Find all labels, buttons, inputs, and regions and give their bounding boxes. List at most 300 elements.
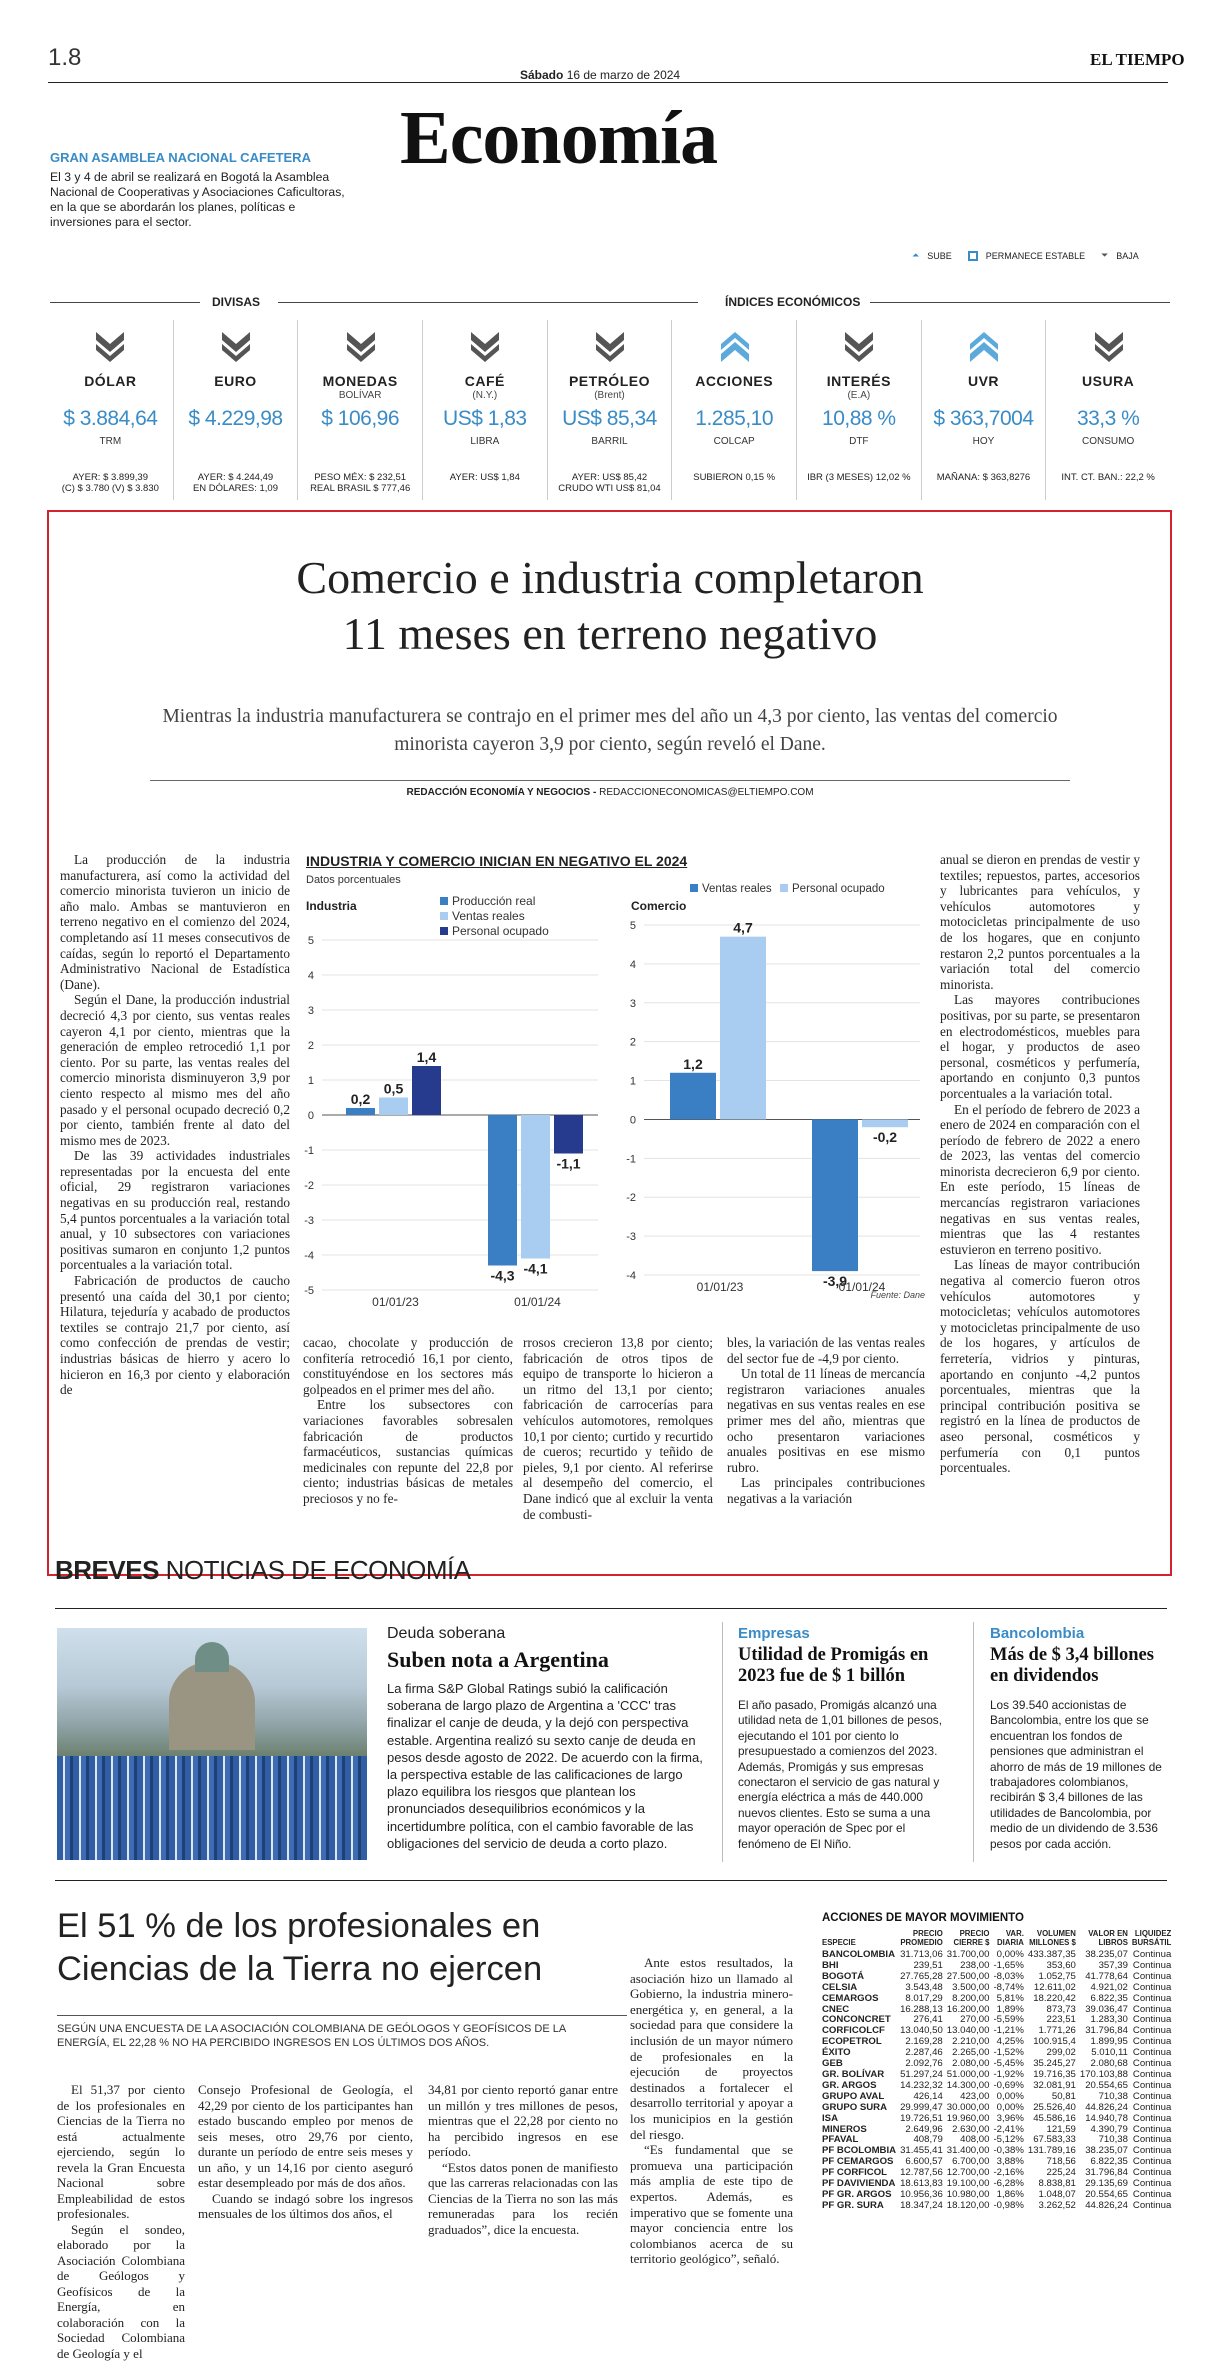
table-cell: Continua — [1130, 2157, 1173, 2168]
table-cell: 31.796,84 — [1078, 2026, 1130, 2037]
indicator-footnote: AYER: US$ 85,42 CRUDO WTI US$ 81,04 — [548, 472, 672, 494]
paragraph: bles, la variación de las ventas reales del sector fue de -4,9 por ciento. — [727, 1335, 925, 1366]
indicator-value: US$ 85,34 — [548, 407, 672, 431]
trend-down-icon — [1093, 330, 1125, 364]
table-cell: ÉXITO — [820, 2048, 898, 2059]
legend-label: Ventas reales — [702, 883, 772, 895]
brief3-kicker: Bancolombia — [990, 1625, 1084, 1642]
table-cell: 12.611,02 — [1026, 1983, 1078, 1994]
table-cell: CNEC — [820, 2005, 898, 2016]
y-tick-label: 1 — [308, 1075, 314, 1087]
table-cell: 51.000,00 — [945, 2070, 992, 2081]
table-cell: BANCOLOMBIA — [820, 1950, 898, 1961]
indicator-value: 1.285,10 — [672, 407, 796, 431]
table-cell: Continua — [1130, 2048, 1173, 2059]
table-cell: GEB — [820, 2059, 898, 2070]
paragraph: Según el sondeo, elaborado por la Asociación Colombiana de Geólogos y Geofísicos de la Energía, en colaboración con la Sociedad Colombiana de Geología y el — [57, 2222, 185, 2361]
y-tick-label: 0 — [630, 1114, 636, 1126]
page-number: 1.8 — [48, 44, 81, 72]
legend-label: Personal ocupado — [792, 883, 885, 895]
table-cell: -1,92% — [991, 2070, 1025, 2081]
indicator-footnote: PESO MÉX: $ 232,51 REAL BRASIL $ 777,46 — [298, 472, 422, 494]
paragraph: anual se dieron en prendas de vestir y textiles; repuestos, partes, accesorios y lubricantes para vehículos, y vehículos automotores y motocicletas principalmente de uso de los hogares, que en conjunto restaron 2,2 puntos porcentuales a la variación total del comercio minorista. — [940, 852, 1140, 992]
table-cell: -8,03% — [991, 1972, 1025, 1983]
table-cell: 353,60 — [1026, 1961, 1078, 1972]
bar — [812, 1119, 858, 1271]
indicator-footnote: INT. CT. BAN.: 22,2 % — [1046, 472, 1170, 483]
paragraph: Según el Dane, la producción industrial decreció 4,3 por ciento, sus ventas reales cayeron 4,1 por ciento, mientras que la generación de empleo retrocedió 1,1 por ciento. Por su parte, las ventas reales del comercio minorista disminuyeron 3,9 por ciento respecto al mismo mes del año pasado y el personal ocupado decreció 0,2 por ciento, también frente al dato del mismo mes de 2023. — [60, 992, 290, 1148]
y-tick-label: -3 — [304, 1215, 314, 1227]
table-cell: -0,69% — [991, 2081, 1025, 2092]
table-cell: -0,98% — [991, 2201, 1025, 2212]
table-cell: 423,00 — [945, 2092, 992, 2103]
table-cell: PF CEMARGOS — [820, 2157, 898, 2168]
indicator-name: ACCIONES — [672, 373, 796, 389]
table-cell: 2.080,68 — [1078, 2059, 1130, 2070]
data-label: -0,2 — [873, 1129, 897, 1145]
breves-label: BREVES — [55, 1555, 159, 1585]
breves-header — [55, 1555, 471, 1586]
stocks-header: VAR. DIARIA — [991, 1930, 1025, 1950]
trend-legend — [912, 250, 1139, 261]
table-cell: 27.765,28 — [898, 1972, 945, 1983]
indicator-footnote: AYER: $ 4.244,49 EN DÓLARES: 1,09 — [174, 472, 298, 494]
table-cell: 299,02 — [1026, 2048, 1078, 2059]
legend-label: Ventas reales — [452, 909, 525, 923]
legend-swatch — [440, 912, 448, 920]
paragraph: Las líneas de mayor contribución negativa al comercio fueron otros vehículos automotores y motocicletas; vehículos automotores y motocicletas principalmente de uso de los hogares, y artículos de ferretería, vidrios y pinturas, aportando en conjunto -4,2 puntos porcentuales, mientras que la principal contribución positiva se registró en la línea de productos de aseo personal, cosméticos y perfumería con 0,1 puntos porcentuales. — [940, 1257, 1140, 1475]
brief3-title: Más de $ 3,4 billones en dividendos — [990, 1645, 1170, 1687]
table-cell: GRUPO AVAL — [820, 2092, 898, 2103]
stocks-header: PRECIO CIERRE $ — [945, 1930, 992, 1950]
indicator-1 — [173, 320, 298, 500]
table-cell: 0,00% — [991, 2092, 1025, 2103]
y-tick-label: 5 — [308, 935, 314, 947]
trend-down-icon — [94, 330, 126, 364]
table-cell: CEMARGOS — [820, 1994, 898, 2005]
story2-col2 — [198, 2082, 413, 2222]
table-cell: 14.940,78 — [1078, 2114, 1130, 2125]
table-cell: Continua — [1130, 1983, 1173, 1994]
brief-divider — [973, 1622, 974, 1862]
table-cell: 10.956,36 — [898, 2190, 945, 2201]
indices-rule-right — [870, 302, 1170, 303]
article-col3 — [523, 1335, 713, 1522]
header-rule — [48, 82, 1168, 83]
table-cell: 408,00 — [945, 2135, 992, 2146]
table-cell: Continua — [1130, 2114, 1173, 2125]
paragraph: Consejo Profesional de Geología, el 42,29 por ciento de los participantes han estado buscando empleo por menos de seis meses, otro 29,76 por ciento, durante un período de entre seis meses y un año, y un 14,16 por ciento aseguró estar desempleado por más de dos años. — [198, 2082, 413, 2191]
table-cell: -0,38% — [991, 2146, 1025, 2157]
indicator-value: 10,88 % — [797, 407, 921, 431]
table-cell: -2,41% — [991, 2125, 1025, 2136]
bar — [862, 1119, 908, 1127]
brief-lead-title: Suben nota a Argentina — [387, 1647, 609, 1673]
table-cell: 8.200,00 — [945, 1994, 992, 2005]
table-cell: BHI — [820, 1961, 898, 1972]
table-cell: 10.980,00 — [945, 2190, 992, 2201]
table-cell: 19.100,00 — [945, 2179, 992, 2190]
data-label: 1,4 — [417, 1049, 437, 1065]
table-cell: Continua — [1130, 2070, 1173, 2081]
table-cell: 13.040,50 — [898, 2026, 945, 2037]
table-cell: 45.586,16 — [1026, 2114, 1078, 2125]
y-tick-label: 3 — [630, 998, 636, 1010]
paragraph: El 51,37 por ciento de los profesionales en Ciencias de la Tierra no está actualmente ejerciendo, según lo revela la Gran Encuesta Nacional sobre Empleabilidad de estos profesionales. — [57, 2082, 185, 2222]
photo-dome — [195, 1642, 229, 1672]
table-cell: 3.543,48 — [898, 1983, 945, 1994]
table-cell: MINEROS — [820, 2125, 898, 2136]
table-cell: Continua — [1130, 2135, 1173, 2146]
byline-email[interactable]: REDACCIONECONOMICAS@ELTIEMPO.COM — [599, 787, 813, 798]
paragraph: rrosos crecieron 13,8 por ciento; fabricación de otros tipos de equipo de transporte lo hicieron a un ritmo del 13,1 por ciento; fabricación de carrocerías para vehículos automotores, remolques 10,1 por ciento; curtido y recurtido de cueros; recurtido y teñido de pieles, 9,1 por ciento. Al referirse al desempeño del comercio, el Dane indicó que al excluir la venta de combusti- — [523, 1335, 713, 1522]
table-cell: 16.288,13 — [898, 2005, 945, 2016]
table-cell: GR. ARGOS — [820, 2081, 898, 2092]
bar — [521, 1115, 550, 1259]
indicator-sub: (Brent) — [548, 390, 672, 401]
table-cell: Continua — [1130, 2103, 1173, 2114]
article-col1 — [60, 852, 290, 1398]
indicator-unit: HOY — [922, 436, 1046, 447]
table-cell: 710,38 — [1078, 2092, 1130, 2103]
table-cell: Continua — [1130, 2037, 1173, 2048]
paragraph: De las 39 actividades industriales representadas por la encuesta del ente oficial, 29 registraron variaciones negativas en su producción real, restando 5,4 puntos porcentuales a la variación total anual, y 10 subsectores con variaciones positivas sumaron en conjunto 1,2 puntos porcentuales a la variación total. — [60, 1148, 290, 1273]
indicator-footnote: MAÑANA: $ 363,8276 — [922, 472, 1046, 483]
indicator-unit: BARRIL — [548, 436, 672, 447]
table-cell: 3,96% — [991, 2114, 1025, 2125]
stocks-table-wrap — [820, 1930, 1172, 2212]
table-cell: 225,24 — [1026, 2168, 1078, 2179]
paragraph: Cuando se indagó sobre los ingresos mensuales de los últimos dos años, el — [198, 2191, 413, 2222]
table-cell: 13.040,00 — [945, 2026, 992, 2037]
table-cell: 31.400,00 — [945, 2146, 992, 2157]
paragraph: Las mayores contribuciones positivas, por su parte, se presentaron en electrodomésticos, muebles para el hogar, y productos de aseo personal, cosméticos y perfumería, aportando en conjunto 0,3 puntos porcentuales a la variación total. — [940, 992, 1140, 1101]
paragraph: cacao, chocolate y producción de confitería retrocedió 16,1 por ciento, constituyéndose en los sectores más golpeados en el primer mes del año. — [303, 1335, 513, 1397]
table-cell: Continua — [1130, 2168, 1173, 2179]
table-cell: 2.287,46 — [898, 2048, 945, 2059]
table-cell: 873,73 — [1026, 2005, 1078, 2016]
table-cell: 2.080,00 — [945, 2059, 992, 2070]
table-cell: 131.789,16 — [1026, 2146, 1078, 2157]
table-cell: 19.726,51 — [898, 2114, 945, 2125]
table-cell: 25.526,40 — [1026, 2103, 1078, 2114]
y-tick-label: 2 — [308, 1040, 314, 1052]
table-cell: 8.838,81 — [1026, 2179, 1078, 2190]
table-cell: Continua — [1130, 2081, 1173, 2092]
stocks-header: LIQUIDEZ BURSÁTIL — [1130, 1930, 1173, 1950]
legend-swatch — [440, 927, 448, 935]
table-cell: CELSIA — [820, 1983, 898, 1994]
table-cell: 18.347,24 — [898, 2201, 945, 2212]
table-cell: Continua — [1130, 2201, 1173, 2212]
table-cell: -5,45% — [991, 2059, 1025, 2070]
table-cell: PF DAVIVIENDA — [820, 2179, 898, 2190]
table-cell: 38.235,07 — [1078, 1950, 1130, 1961]
data-label: 0,2 — [351, 1091, 371, 1107]
y-tick-label: 1 — [630, 1076, 636, 1088]
indicator-name: CAFÉ — [423, 373, 547, 389]
table-cell: 51.297,24 — [898, 2070, 945, 2081]
indicator-unit: COLCAP — [672, 436, 796, 447]
trend-up-icon — [968, 330, 1000, 364]
article-col5 — [940, 852, 1140, 1476]
y-tick-label: -3 — [626, 1231, 636, 1243]
table-cell: Continua — [1130, 2125, 1173, 2136]
indicator-name: EURO — [174, 373, 298, 389]
table-cell: 2.265,00 — [945, 2048, 992, 2059]
stocks-header: VOLUMEN MILLONES $ — [1026, 1930, 1078, 1950]
paragraph: “Estos datos ponen de manifiesto que las carreras relacionadas con las Ciencias de la Tierra no son las más remuneradas para los recién graduados”, dice la encuesta. — [428, 2160, 618, 2238]
table-cell: 1.052,75 — [1026, 1972, 1078, 1983]
indicator-name: MONEDAS — [298, 373, 422, 389]
table-cell: 19.716,35 — [1026, 2070, 1078, 2081]
y-tick-label: -4 — [304, 1250, 314, 1262]
y-tick-label: -2 — [626, 1192, 636, 1204]
table-cell: 14.300,00 — [945, 2081, 992, 2092]
table-row — [820, 1983, 1173, 1994]
table-cell: GR. BOLÍVAR — [820, 2070, 898, 2081]
y-tick-label: -1 — [304, 1145, 314, 1157]
legend-swatch — [690, 884, 698, 892]
argentina-photo — [57, 1628, 367, 1860]
story2-rule — [57, 2015, 627, 2016]
table-cell: 3.500,00 — [945, 1983, 992, 1994]
chart-svg — [300, 870, 930, 1310]
brief-lead-text: La firma S&P Global Ratings subió la calificación soberana de largo plazo de Argentina a 'CCC' tras finalizar el canje de deuda, y la dejó con perspectiva estable. Argentina realizó su sexto canje de deuda en pesos desde agosto de 2022. De acuerdo con la firma, la perspectiva estable de las calificaciones de largo plazo equilibra los riesgos que plantean los pronunciados desequilibrios económicos y la incertidumbre política, con el cambio favorable de las obligaciones del servicio de deuda a corto plazo. — [387, 1680, 712, 1852]
data-label: -4,3 — [490, 1268, 514, 1284]
table-cell: CORFICOLCF — [820, 2026, 898, 2037]
indicator-3 — [422, 320, 547, 500]
table-cell: 12.700,00 — [945, 2168, 992, 2179]
table-cell: 44.826,24 — [1078, 2103, 1130, 2114]
stocks-header: VALOR EN LIBROS — [1078, 1930, 1130, 1950]
paragraph: Fabricación de productos de caucho presentó una caída del 30,1 por ciento; Hilatura, tejeduría y acabado de productos textiles se contrajo 21,7 por ciento, así como confección de prendas de vestir; industrias básicas de hierro y acero lo hicieron en 16,3 por ciento y elaboración de — [60, 1273, 290, 1398]
story2-dek: SEGÚN UNA ENCUESTA DE LA ASOCIACIÓN COLOMBIANA DE GEÓLOGOS Y GEOFÍSICOS DE LA ENERGÍA, EL 22,28 % NO HA PERCIBIDO INGRESOS EN LOS ÚLTIMOS DOS AÑOS. — [57, 2022, 617, 2050]
story2-col4 — [630, 1955, 793, 2267]
indicator-value: $ 3.884,64 — [48, 407, 173, 431]
table-cell: 20.554,65 — [1078, 2081, 1130, 2092]
table-cell: 121,59 — [1026, 2125, 1078, 2136]
stocks-header: PRECIO PROMEDIO — [898, 1930, 945, 1950]
trend-up-icon — [719, 330, 751, 364]
date-text: 16 de marzo de 2024 — [567, 68, 680, 82]
data-label: -3,9 — [823, 1273, 847, 1289]
table-cell: Continua — [1130, 1950, 1173, 1961]
legend-up: SUBE — [927, 251, 952, 261]
indicator-7 — [921, 320, 1046, 500]
story2-col3 — [428, 2082, 618, 2237]
table-cell: 31.796,84 — [1078, 2168, 1130, 2179]
data-label: 0,5 — [384, 1081, 404, 1097]
table-cell: Continua — [1130, 2005, 1173, 2016]
table-cell: 1.899,95 — [1078, 2037, 1130, 2048]
table-row — [820, 2114, 1173, 2125]
table-cell: ISA — [820, 2114, 898, 2125]
y-tick-label: -5 — [304, 1285, 314, 1297]
table-cell: PF GR. ARGOS — [820, 2190, 898, 2201]
y-tick-label: 2 — [630, 1037, 636, 1049]
table-cell: 8.017,29 — [898, 1994, 945, 2005]
paragraph: Las principales contribuciones negativas a la variación — [727, 1475, 925, 1506]
table-cell: 41.778,64 — [1078, 1972, 1130, 1983]
indicator-footnote: SUBIERON 0,15 % — [672, 472, 796, 483]
table-cell: 50,81 — [1026, 2092, 1078, 2103]
table-cell: Continua — [1130, 2179, 1173, 2190]
table-cell: 3.262,52 — [1026, 2201, 1078, 2212]
table-cell: -8,74% — [991, 1983, 1025, 1994]
table-cell: 30.000,00 — [945, 2103, 992, 2114]
y-tick-label: -4 — [626, 1270, 636, 1282]
indices-label: ÍNDICES ECONÓMICOS — [725, 295, 860, 309]
table-cell: 38.235,07 — [1078, 2146, 1130, 2157]
table-cell: 6.600,57 — [898, 2157, 945, 2168]
data-label: 4,7 — [733, 920, 753, 936]
table-cell: 170.103,88 — [1078, 2070, 1130, 2081]
story2-title: El 51 % de los profesionales en Ciencias de la Tierra no ejercen — [57, 1905, 627, 1991]
table-cell: 2.210,00 — [945, 2037, 992, 2048]
table-cell: 31.700,00 — [945, 1950, 992, 1961]
brief2-title: Utilidad de Promigás en 2023 fue de $ 1 billón — [738, 1645, 963, 1687]
breves-sublabel: NOTICIAS DE ECONOMÍA — [166, 1555, 471, 1585]
table-cell: -5,59% — [991, 2015, 1025, 2026]
table-cell: 718,56 — [1026, 2157, 1078, 2168]
table-cell: 29.135,69 — [1078, 2179, 1130, 2190]
indicator-4 — [547, 320, 672, 500]
trend-down-icon — [594, 330, 626, 364]
date-weekday: Sábado — [520, 68, 563, 82]
table-cell: 1,89% — [991, 2005, 1025, 2016]
table-cell: Continua — [1130, 1994, 1173, 2005]
trend-down-icon — [220, 330, 252, 364]
table-cell: 100.915,4 — [1026, 2037, 1078, 2048]
table-cell: 35.245,27 — [1026, 2059, 1078, 2070]
trend-down-icon — [345, 330, 377, 364]
legend-down: BAJA — [1116, 251, 1139, 261]
table-cell: 3,88% — [991, 2157, 1025, 2168]
table-cell: 1.771,26 — [1026, 2026, 1078, 2037]
page-date — [520, 68, 680, 82]
indicator-sub: (N.Y.) — [423, 390, 547, 401]
table-row — [820, 2201, 1173, 2212]
table-cell: 239,51 — [898, 1961, 945, 1972]
table-cell: 2.630,00 — [945, 2125, 992, 2136]
promo-title: GRAN ASAMBLEA NACIONAL CAFETERA — [50, 150, 311, 165]
legend-up-icon: ⏶ — [912, 250, 919, 261]
y-tick-label: 3 — [308, 1005, 314, 1017]
divisas-rule-left — [50, 302, 200, 303]
table-cell: 2.169,28 — [898, 2037, 945, 2048]
y-tick-label: 4 — [308, 970, 314, 982]
table-cell: 357,39 — [1078, 1961, 1130, 1972]
table-cell: CONCONCRET — [820, 2015, 898, 2026]
paragraph: Un total de 11 líneas de mercancía registraron variaciones anuales negativas en sus ventas reales en ese primer mes del año, mientras que ocho presentaron variaciones anuales positivas en ese mismo rubro. — [727, 1366, 925, 1475]
chart-panel-title: Comercio — [631, 899, 686, 913]
table-cell: Continua — [1130, 2092, 1173, 2103]
table-cell: 44.826,24 — [1078, 2201, 1130, 2212]
article-col4 — [727, 1335, 925, 1507]
bar — [346, 1108, 375, 1115]
photo-building — [169, 1662, 255, 1750]
legend-label: Producción real — [452, 894, 535, 908]
byline-name: REDACCIÓN ECONOMÍA Y NEGOCIOS - — [406, 787, 599, 798]
table-cell: 6.822,35 — [1078, 2157, 1130, 2168]
table-cell: Continua — [1130, 2146, 1173, 2157]
table-cell: -1,65% — [991, 1961, 1025, 1972]
indicator-name: USURA — [1046, 373, 1170, 389]
x-tick-label: 01/01/23 — [372, 1295, 419, 1309]
brief2-kicker: Empresas — [738, 1625, 810, 1642]
table-cell: 18.613,83 — [898, 2179, 945, 2190]
table-cell: 19.960,00 — [945, 2114, 992, 2125]
paragraph: Entre los subsectores con variaciones favorables sobresalen fabricación de productos farmacéuticos, sustancias químicas medicinales con repunte del 22,8 por ciento; industrias básicas de metales preciosos y no fe- — [303, 1397, 513, 1506]
table-cell: 710,38 — [1078, 2135, 1130, 2146]
indicator-unit: CONSUMO — [1046, 436, 1170, 447]
table-cell: Continua — [1130, 2190, 1173, 2201]
chart-source: Fuente: Dane — [870, 1290, 925, 1300]
table-cell: -1,52% — [991, 2048, 1025, 2059]
table-cell: 39.036,47 — [1078, 2005, 1130, 2016]
paragraph: “Es fundamental que se promueva una participación más amplia de este tipo de expertos. Además, es imperativo que se fomente una mayor conciencia entre los colombianos acerca de su territorio geológico”, señaló. — [630, 2142, 793, 2267]
article-col2 — [303, 1335, 513, 1507]
divisas-rule-right — [278, 302, 698, 303]
table-cell: Continua — [1130, 1972, 1173, 1983]
table-cell: 31.713,06 — [898, 1950, 945, 1961]
table-cell: -1,21% — [991, 2026, 1025, 2037]
trend-down-icon — [469, 330, 501, 364]
table-cell: 0,00% — [991, 1950, 1025, 1961]
paragraph: Ante estos resultados, la asociación hizo un llamado al Gobierno, la industria minero-energética y, en general, a la sociedad para que considere la inclusión de un mayor número de profesionales en la ejecución de proyectos destinados a fortalecer el desarrollo territorial y apoyar a los municipios en la gestión del riesgo. — [630, 1955, 793, 2142]
data-label: 1,2 — [683, 1056, 703, 1072]
table-cell: 1.048,07 — [1026, 2190, 1078, 2201]
article-title-line1: Comercio e industria completaron — [100, 550, 1120, 606]
byline — [150, 787, 1070, 798]
legend-swatch — [780, 884, 788, 892]
indicator-value: US$ 1,83 — [423, 407, 547, 431]
table-cell: PF CORFICOL — [820, 2168, 898, 2179]
table-cell: 276,41 — [898, 2015, 945, 2026]
indicator-unit: DTF — [797, 436, 921, 447]
table-cell: 16.200,00 — [945, 2005, 992, 2016]
table-cell: PF GR. SURA — [820, 2201, 898, 2212]
indicator-value: 33,3 % — [1046, 407, 1170, 431]
article-dek: Mientras la industria manufacturera se contrajo en el primer mes del año un 4,3 por ciento, las ventas del comercio minorista cayeron 3,9 por ciento, según reveló el Dane. — [150, 703, 1070, 759]
indicator-name: INTERÉS — [797, 373, 921, 389]
y-tick-label: 0 — [308, 1110, 314, 1122]
table-cell: Continua — [1130, 2059, 1173, 2070]
table-cell: -5,12% — [991, 2135, 1025, 2146]
trend-down-icon — [843, 330, 875, 364]
indicator-unit: TRM — [48, 436, 173, 447]
table-cell: 6.822,35 — [1078, 1994, 1130, 2005]
x-tick-label: 01/01/24 — [514, 1295, 561, 1309]
bar — [488, 1115, 517, 1266]
legend-stable-icon — [968, 251, 978, 261]
divisas-label: DIVISAS — [212, 295, 260, 309]
legend-down-icon: ⏷ — [1101, 250, 1108, 261]
indicator-5 — [671, 320, 796, 500]
indicator-8 — [1045, 320, 1170, 500]
brand-logo: EL TIEMPO — [1090, 50, 1185, 70]
indicator-name: UVR — [922, 373, 1046, 389]
legend-stable: PERMANECE ESTABLE — [986, 251, 1085, 261]
table-cell: -2,16% — [991, 2168, 1025, 2179]
table-row — [820, 1994, 1173, 2005]
paragraph: La producción de la industria manufacturera, así como la actividad del comercio minorista tuvieron un inicio de año malo. Ambas se mantuvieron en terreno negativo en el comienzo del 2024, completando así 11 meses consecutivos de caídas, según lo reportó el Departamento Administrativo Nacional de Estadística (Dane). — [60, 852, 290, 992]
indicator-sub: BOLÍVAR — [298, 390, 422, 401]
indicator-footnote: AYER: US$ 1,84 — [423, 472, 547, 483]
indicators-row — [48, 320, 1170, 500]
indicator-0 — [48, 320, 173, 500]
